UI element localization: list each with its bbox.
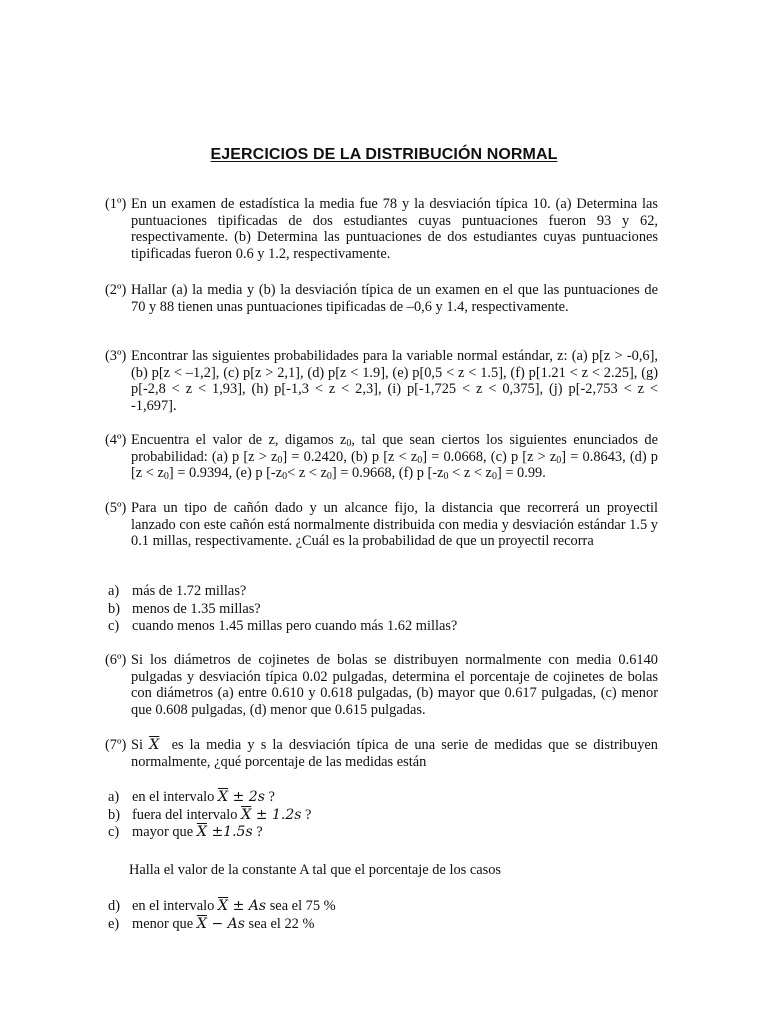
list-item: c) cuando menos 1.45 millas pero cuando más 1.62 millas? bbox=[108, 618, 458, 634]
exercise-number: (2º) bbox=[105, 282, 127, 298]
exercise-7 bbox=[105, 737, 658, 770]
list-item: d) en el intervalo $\overline{X} \pm As$ sea el 75 % bbox=[108, 898, 336, 914]
exercise-number: (3º) bbox=[105, 348, 127, 364]
exercise-7-list-2 bbox=[108, 898, 336, 933]
list-item: a) en el intervalo $\overline{X} \pm 2s$ ? bbox=[108, 789, 275, 805]
exercise-7-note: Halla el valor de la constante A tal que el porcentaje de los casos bbox=[129, 862, 502, 878]
exercise-text: Para un tipo de cañón dado y un alcance fijo, la distancia que recorrerá un proyectil lanzado con este cañón está normalmente distribuida con media y desviación estándar 1.5 y 0.1 millas, respectivamente. ¿Cuál es la probabilidad de que un proyectil recorra bbox=[131, 500, 658, 550]
document-title: EJERCICIOS DE LA DISTRIBUCIÓN NORMAL bbox=[210, 146, 558, 163]
exercise-3 bbox=[105, 348, 658, 414]
exercise-2 bbox=[105, 282, 658, 315]
exercise-4 bbox=[105, 432, 658, 482]
exercise-number: (6º) bbox=[105, 652, 127, 668]
exercise-text: Encuentra el valor de z, digamos $z_0$, tal que sean ciertos los siguientes enunciados de probabilidad: (a) p $[z > z_0] = 0.2420$, (b) p $[z < z_0] = 0.0668$, (c) p $[z > z_0] = 0.8643$, (d) p $[z < z_0] = 0.9394$, (e) p $[-z_0< z < z_0] = 0.9668$, (f) p $[-z_0 < z < z_0] = 0.99$. bbox=[131, 432, 658, 483]
exercise-text: Si $\overline{X}$ es la media y s la desviación típica de una serie de medidas que se distribuyen normalmente, ¿qué porcentaje de las medidas están bbox=[131, 737, 658, 770]
exercise-number: (7º) bbox=[105, 737, 127, 753]
exercise-text: En un examen de estadística la media fue 78 y la desviación típica 10. (a) Determina las puntuaciones tipificadas de dos estudiantes cuyas puntuaciones fueron 93 y 62, respectivamente. (b) Determina las puntuaciones de dos estudiantes cuyas puntuaciones tipificadas fueron 0.6 y 1.2, respectivamente. bbox=[131, 196, 658, 262]
x-bar-symbol: $\overline{X}$ bbox=[149, 737, 160, 753]
exercise-number: (1º) bbox=[105, 196, 127, 212]
list-item: a) más de 1.72 millas? bbox=[108, 583, 247, 599]
list-item: e) menor que $\overline{X} - As$ sea el 22 % bbox=[108, 915, 315, 932]
exercise-6 bbox=[105, 652, 658, 718]
exercise-number: (5º) bbox=[105, 500, 127, 516]
list-item: b) menos de 1.35 millas? bbox=[108, 600, 261, 617]
exercise-text: Encontrar las siguientes probabilidades para la variable normal estándar, z: (a) p[z > -0,6], (b) p[z < –1,2], (c) p[z > 2,1], (d) p[z < 1.9], (e) p[0,5 < z < 1.5], (f) p[1.21 < z < 2.25], (g) p[-2,8 < z < 1,93], (h) p[-1,3 < z < 2,3], (i) p[-1,725 < z < 0,375], (j) p[-2,753 < z < -1,697]. bbox=[131, 348, 658, 414]
exercise-text: Hallar (a) la media y (b) la desviación típica de un examen en el que las puntuaciones de 70 y 88 tienen unas puntuaciones tipificadas de –0,6 y 1.4, respectivamente. bbox=[131, 282, 658, 315]
list-item: c) mayor que $\overline{X} \pm 1.5s$ ? bbox=[108, 824, 263, 840]
exercise-text: Si los diámetros de cojinetes de bolas se distribuyen normalmente con media 0.6140 pulgadas y desviación típica 0.02 pulgadas, determina el porcentaje de cojinetes de bolas con diámetros (a) entre 0.610 y 0.618 pulgadas, (b) mayor que 0.617 pulgadas, (c) menor que 0.608 pulgadas, (d) menor que 0.615 pulgadas. bbox=[131, 652, 658, 718]
exercise-5 bbox=[105, 500, 658, 550]
exercise-number: (4º) bbox=[105, 432, 127, 448]
list-item: b) fuera del intervalo $\overline{X} \pm 1.2s$ ? bbox=[108, 806, 312, 823]
exercise-7-list bbox=[108, 789, 311, 842]
exercise-1 bbox=[105, 196, 658, 262]
exercise-5-list bbox=[108, 583, 457, 636]
